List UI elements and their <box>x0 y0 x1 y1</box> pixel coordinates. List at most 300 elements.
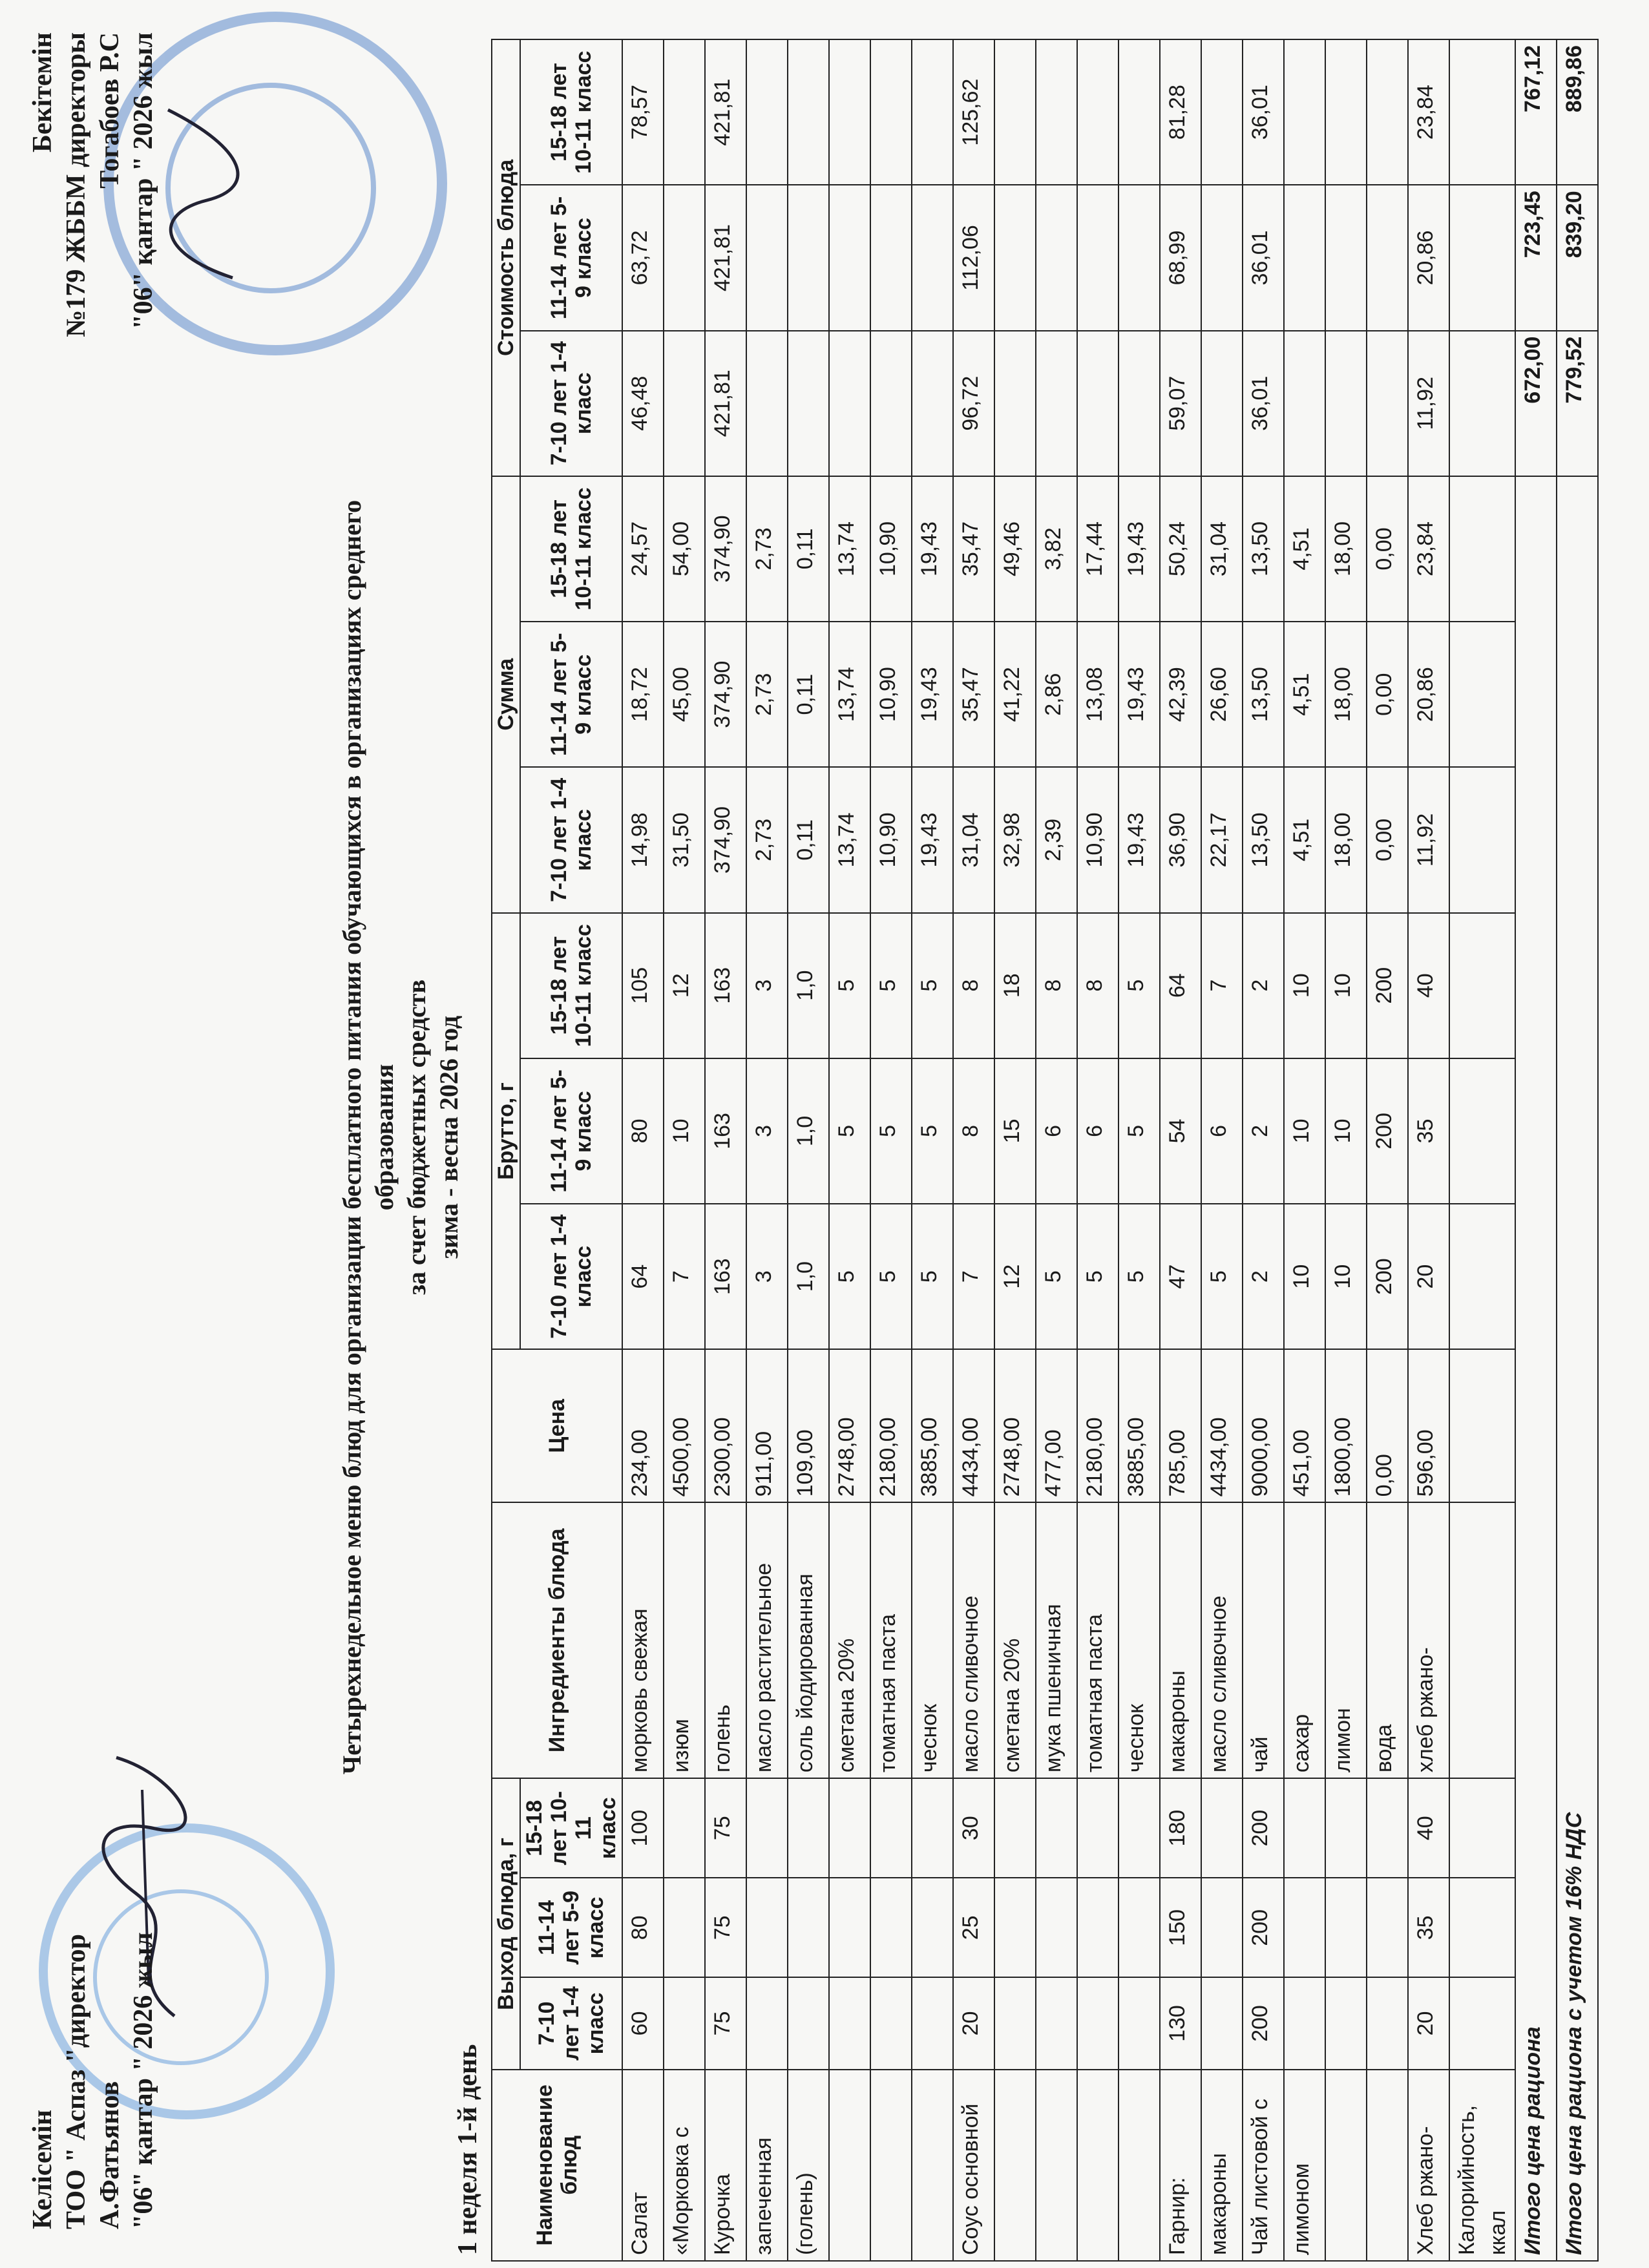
brutto-g1: 64 <box>622 1204 664 1349</box>
cost-g1 <box>1036 331 1077 476</box>
ingredient: макароны <box>1160 1502 1201 1778</box>
brutto-g3: 5 <box>870 913 912 1058</box>
sum-g1: 18,00 <box>1325 767 1367 912</box>
header-cost-g1: 7-10 лет 1-4 класс <box>520 331 622 476</box>
sum-g2: 20,86 <box>1408 622 1449 767</box>
output-g1: 20 <box>953 1977 994 2069</box>
menu-totals <box>1515 39 1598 2261</box>
brutto-g2: 5 <box>829 1058 870 1204</box>
sum-g3: 19,43 <box>1119 476 1160 622</box>
cost-g2: 112,06 <box>953 185 994 330</box>
sum-g3 <box>1449 476 1515 622</box>
brutto-g2: 6 <box>1036 1058 1077 1204</box>
sum-g2: 2,86 <box>1036 622 1077 767</box>
cost-g3: 81,28 <box>1160 39 1201 185</box>
output-g2 <box>912 1878 953 1977</box>
output-g2: 80 <box>622 1878 664 1977</box>
output-g1 <box>1077 1977 1119 2069</box>
output-g2 <box>1325 1878 1367 1977</box>
sum-g3: 374,90 <box>705 476 746 622</box>
cost-g1 <box>1077 331 1119 476</box>
header-brutto-g2: 11-14 лет 5-9 класс <box>520 1058 622 1204</box>
brutto-g2: 8 <box>953 1058 994 1204</box>
brutto-g1: 200 <box>1367 1204 1408 1349</box>
brutto-g1: 5 <box>829 1204 870 1349</box>
brutto-g3: 1,0 <box>788 913 829 1058</box>
table-row <box>664 39 705 2261</box>
brutto-g1: 5 <box>1201 1204 1243 1349</box>
sum-g1: 0,11 <box>788 767 829 912</box>
price: 4500,00 <box>664 1349 705 1502</box>
sum-g2: 19,43 <box>912 622 953 767</box>
header-sum: Сумма <box>492 476 520 913</box>
sum-g3: 13,74 <box>829 476 870 622</box>
table-row <box>746 39 788 2261</box>
output-g2 <box>1077 1878 1119 1977</box>
output-g3 <box>1201 1778 1243 1878</box>
output-g3 <box>912 1778 953 1878</box>
sum-g2: 18,00 <box>1325 622 1367 767</box>
output-g2 <box>1119 1878 1160 1977</box>
sum-g3: 4,51 <box>1284 476 1325 622</box>
header-brutto-g3: 15-18 лет 10-11 класс <box>520 913 622 1058</box>
total-row <box>1557 39 1598 2261</box>
sum-g1: 31,50 <box>664 767 705 912</box>
sum-g3: 13,50 <box>1243 476 1284 622</box>
ingredient: чеснок <box>912 1502 953 1778</box>
output-g2 <box>870 1878 912 1977</box>
price: 4434,00 <box>953 1349 994 1502</box>
output-g2: 75 <box>705 1878 746 1977</box>
brutto-g1: 5 <box>1036 1204 1077 1349</box>
output-g3 <box>829 1778 870 1878</box>
brutto-g3: 40 <box>1408 913 1449 1058</box>
cost-g1 <box>1449 331 1515 476</box>
ingredient: лимон <box>1325 1502 1367 1778</box>
brutto-g1: 7 <box>953 1204 994 1349</box>
ingredient: сахар <box>1284 1502 1325 1778</box>
brutto-g3: 7 <box>1201 913 1243 1058</box>
ingredient: масло растительное <box>746 1502 788 1778</box>
output-g1 <box>1325 1977 1367 2069</box>
table-row <box>1243 39 1284 2261</box>
header-dish: Наименование блюд <box>492 2070 622 2261</box>
dish-name <box>829 2070 870 2261</box>
cost-g2 <box>870 185 912 330</box>
price: 451,00 <box>1284 1349 1325 1502</box>
approval-left-line3: А.Фатьянов <box>95 2081 125 2229</box>
brutto-g2: 10 <box>1284 1058 1325 1204</box>
brutto-g2: 5 <box>870 1058 912 1204</box>
price: 2300,00 <box>705 1349 746 1502</box>
brutto-g1: 5 <box>1077 1204 1119 1349</box>
sum-g3: 49,46 <box>994 476 1036 622</box>
output-g1 <box>870 1977 912 2069</box>
brutto-g3: 3 <box>746 913 788 1058</box>
output-g1 <box>994 1977 1036 2069</box>
ingredient: томатная паста <box>1077 1502 1119 1778</box>
table-row <box>1160 39 1201 2261</box>
sum-g1: 11,92 <box>1408 767 1449 912</box>
cost-g1 <box>746 331 788 476</box>
cost-g2 <box>1036 185 1077 330</box>
table-row <box>912 39 953 2261</box>
header-sum-g1: 7-10 лет 1-4 класс <box>520 767 622 912</box>
sum-g3: 0,11 <box>788 476 829 622</box>
brutto-g1: 3 <box>746 1204 788 1349</box>
output-g1 <box>1449 1977 1515 2069</box>
dish-name <box>1325 2070 1367 2261</box>
sum-g1: 14,98 <box>622 767 664 912</box>
ingredient: чай <box>1243 1502 1284 1778</box>
sum-g3: 31,04 <box>1201 476 1243 622</box>
title-line2: за счет бюджетных средств <box>402 979 431 1296</box>
cost-g1: 46,48 <box>622 331 664 476</box>
sum-g2: 42,39 <box>1160 622 1201 767</box>
table-row <box>994 39 1036 2261</box>
brutto-g2: 10 <box>664 1058 705 1204</box>
total-cost-g3: 889,86 <box>1557 39 1598 185</box>
brutto-g3: 163 <box>705 913 746 1058</box>
sum-g3: 0,00 <box>1367 476 1408 622</box>
output-g2 <box>1367 1878 1408 1977</box>
header-cost-g3: 15-18 лет 10-11 класс <box>520 39 622 185</box>
price: 3885,00 <box>1119 1349 1160 1502</box>
cost-g2 <box>912 185 953 330</box>
table-row <box>1325 39 1367 2261</box>
brutto-g3: 105 <box>622 913 664 1058</box>
table-row <box>1449 39 1515 2261</box>
output-g1 <box>746 1977 788 2069</box>
price: 911,00 <box>746 1349 788 1502</box>
sum-g1: 2,73 <box>746 767 788 912</box>
brutto-g2: 1,0 <box>788 1058 829 1204</box>
output-g1: 200 <box>1243 1977 1284 2069</box>
sum-g2: 13,08 <box>1077 622 1119 767</box>
sum-g1: 36,90 <box>1160 767 1201 912</box>
sum-g1: 13,74 <box>829 767 870 912</box>
output-g3 <box>1119 1778 1160 1878</box>
brutto-g2: 5 <box>912 1058 953 1204</box>
header-sum-g2: 11-14 лет 5-9 класс <box>520 622 622 767</box>
cost-g2 <box>1077 185 1119 330</box>
price: 2748,00 <box>829 1349 870 1502</box>
output-g3: 30 <box>953 1778 994 1878</box>
cost-g1: 421,81 <box>705 331 746 476</box>
price <box>1449 1349 1515 1502</box>
cost-g1 <box>1284 331 1325 476</box>
table-row <box>788 39 829 2261</box>
sum-g3: 3,82 <box>1036 476 1077 622</box>
cost-g2: 36,01 <box>1243 185 1284 330</box>
ingredient: масло сливочное <box>953 1502 994 1778</box>
cost-g1 <box>994 331 1036 476</box>
output-g3 <box>994 1778 1036 1878</box>
output-g3 <box>1284 1778 1325 1878</box>
price: 785,00 <box>1160 1349 1201 1502</box>
sum-g1: 10,90 <box>1077 767 1119 912</box>
sum-g2: 374,90 <box>705 622 746 767</box>
brutto-g3: 2 <box>1243 913 1284 1058</box>
ingredient: голень <box>705 1502 746 1778</box>
dish-name: Хлеб ржано- <box>1408 2070 1449 2261</box>
brutto-g3: 200 <box>1367 913 1408 1058</box>
brutto-g3: 12 <box>664 913 705 1058</box>
sum-g1 <box>1449 767 1515 912</box>
dish-name: Соус основной <box>953 2070 994 2261</box>
cost-g3: 125,62 <box>953 39 994 185</box>
header-brutto: Брутто, г <box>492 913 520 1350</box>
brutto-g2: 35 <box>1408 1058 1449 1204</box>
output-g3 <box>1325 1778 1367 1878</box>
total-cost-g2: 723,45 <box>1515 185 1557 330</box>
cost-g3: 78,57 <box>622 39 664 185</box>
sum-g2: 35,47 <box>953 622 994 767</box>
cost-g1 <box>870 331 912 476</box>
output-g2 <box>994 1878 1036 1977</box>
header-brutto-g1: 7-10 лет 1-4 класс <box>520 1204 622 1349</box>
output-g1: 75 <box>705 1977 746 2069</box>
ingredient: хлеб ржано- <box>1408 1502 1449 1778</box>
sum-g2: 10,90 <box>870 622 912 767</box>
cost-g1: 36,01 <box>1243 331 1284 476</box>
brutto-g1: 5 <box>870 1204 912 1349</box>
cost-g3 <box>829 39 870 185</box>
output-g1: 20 <box>1408 1977 1449 2069</box>
price: 0,00 <box>1367 1349 1408 1502</box>
brutto-g3: 5 <box>1119 913 1160 1058</box>
cost-g2 <box>1449 185 1515 330</box>
output-g2 <box>788 1878 829 1977</box>
brutto-g1: 47 <box>1160 1204 1201 1349</box>
brutto-g2: 10 <box>1325 1058 1367 1204</box>
dish-name <box>1119 2070 1160 2261</box>
sum-g2: 19,43 <box>1119 622 1160 767</box>
total-cost-g3: 767,12 <box>1515 39 1557 185</box>
sum-g2: 13,74 <box>829 622 870 767</box>
table-row <box>1408 39 1449 2261</box>
total-cost-g2: 839,20 <box>1557 185 1598 330</box>
sum-g1: 22,17 <box>1201 767 1243 912</box>
price: 477,00 <box>1036 1349 1077 1502</box>
price: 2180,00 <box>870 1349 912 1502</box>
brutto-g1: 5 <box>1119 1204 1160 1349</box>
brutto-g2: 54 <box>1160 1058 1201 1204</box>
brutto-g3: 8 <box>1036 913 1077 1058</box>
brutto-g1: 7 <box>664 1204 705 1349</box>
dish-name: (голень) <box>788 2070 829 2261</box>
sum-g2: 2,73 <box>746 622 788 767</box>
ingredient: чеснок <box>1119 1502 1160 1778</box>
price: 109,00 <box>788 1349 829 1502</box>
ingredient: мука пшеничная <box>1036 1502 1077 1778</box>
output-g2: 200 <box>1243 1878 1284 1977</box>
cost-g2 <box>1284 185 1325 330</box>
sum-g3: 35,47 <box>953 476 994 622</box>
cost-g3 <box>1284 39 1325 185</box>
output-g1: 60 <box>622 1977 664 2069</box>
sum-g2: 45,00 <box>664 622 705 767</box>
cost-g3 <box>1367 39 1408 185</box>
output-g3: 40 <box>1408 1778 1449 1878</box>
cost-g1: 59,07 <box>1160 331 1201 476</box>
cost-g2 <box>1119 185 1160 330</box>
output-g1 <box>1119 1977 1160 2069</box>
dish-name: Чай листовой с <box>1243 2070 1284 2261</box>
sum-g3: 19,43 <box>912 476 953 622</box>
table-row <box>829 39 870 2261</box>
sum-g3: 10,90 <box>870 476 912 622</box>
output-g1 <box>1284 1977 1325 2069</box>
total-row <box>1515 39 1557 2261</box>
total-label: Итого цена рациона <box>1515 476 1557 2261</box>
sum-g1: 31,04 <box>953 767 994 912</box>
output-g1 <box>1367 1977 1408 2069</box>
dish-name <box>912 2070 953 2261</box>
header-output-g3: 15-18 лет 10-11 класс <box>520 1778 622 1878</box>
cost-g1 <box>664 331 705 476</box>
sum-g3: 54,00 <box>664 476 705 622</box>
dish-name <box>994 2070 1036 2261</box>
brutto-g2: 15 <box>994 1058 1036 1204</box>
total-label: Итого цена рациона с учетом 16% НДС <box>1557 476 1598 2261</box>
brutto-g2: 5 <box>1119 1058 1160 1204</box>
price: 2748,00 <box>994 1349 1036 1502</box>
cost-g3 <box>1449 39 1515 185</box>
cost-g2 <box>994 185 1036 330</box>
output-g2 <box>1201 1878 1243 1977</box>
brutto-g2: 3 <box>746 1058 788 1204</box>
output-g1 <box>1036 1977 1077 2069</box>
output-g3 <box>1449 1778 1515 1878</box>
dish-name: запеченная <box>746 2070 788 2261</box>
total-cost-g1: 672,00 <box>1515 331 1557 476</box>
cost-g3 <box>1119 39 1160 185</box>
output-g2 <box>664 1878 705 1977</box>
cost-g3 <box>912 39 953 185</box>
dish-name: лимоном <box>1284 2070 1325 2261</box>
ingredient: изюм <box>664 1502 705 1778</box>
sum-g2: 0,00 <box>1367 622 1408 767</box>
cost-g2 <box>1325 185 1367 330</box>
sum-g2: 0,11 <box>788 622 829 767</box>
table-row <box>1367 39 1408 2261</box>
brutto-g1: 1,0 <box>788 1204 829 1349</box>
dish-name: Салат <box>622 2070 664 2261</box>
cost-g3 <box>1077 39 1119 185</box>
table-row <box>1119 39 1160 2261</box>
price: 2180,00 <box>1077 1349 1119 1502</box>
dish-name: Калорийность, ккал <box>1449 2070 1515 2261</box>
cost-g3: 421,81 <box>705 39 746 185</box>
output-g2 <box>1284 1878 1325 1977</box>
header-output-g2: 11-14 лет 5-9 класс <box>520 1878 622 1977</box>
approval-left-line2: ТОО " Аспаз "директор <box>61 1933 91 2229</box>
approval-left-line4: "06" қантар " 2026 жыл <box>129 1932 158 2229</box>
cost-g1 <box>788 331 829 476</box>
sum-g1: 4,51 <box>1284 767 1325 912</box>
output-g3 <box>870 1778 912 1878</box>
output-g3: 75 <box>705 1778 746 1878</box>
cost-g1: 11,92 <box>1408 331 1449 476</box>
cost-g1 <box>912 331 953 476</box>
total-cost-g1: 779,52 <box>1557 331 1598 476</box>
menu-rows <box>622 39 1515 2261</box>
output-g2: 35 <box>1408 1878 1449 1977</box>
sum-g3: 18,00 <box>1325 476 1367 622</box>
cost-g2: 20,86 <box>1408 185 1449 330</box>
output-g2 <box>829 1878 870 1977</box>
week-day-label: 1 неделя 1-й день <box>453 2044 483 2255</box>
sum-g3: 2,73 <box>746 476 788 622</box>
header-cost-g2: 11-14 лет 5-9 класс <box>520 185 622 330</box>
cost-g2 <box>788 185 829 330</box>
ingredient: томатная паста <box>870 1502 912 1778</box>
dish-name <box>1367 2070 1408 2261</box>
price: 596,00 <box>1408 1349 1449 1502</box>
brutto-g1: 10 <box>1284 1204 1325 1349</box>
header-cost: Стоимость блюда <box>492 39 520 476</box>
title-line3: зима - весна 2026 год <box>434 1015 463 1259</box>
output-g3 <box>664 1778 705 1878</box>
brutto-g3: 8 <box>1077 913 1119 1058</box>
dish-name <box>870 2070 912 2261</box>
brutto-g2: 6 <box>1077 1058 1119 1204</box>
table-row <box>1201 39 1243 2261</box>
output-g1 <box>829 1977 870 2069</box>
output-g2: 150 <box>1160 1878 1201 1977</box>
cost-g3 <box>1036 39 1077 185</box>
cost-g3 <box>1201 39 1243 185</box>
output-g3: 180 <box>1160 1778 1201 1878</box>
menu-table <box>491 39 1599 2262</box>
cost-g3 <box>746 39 788 185</box>
cost-g2 <box>1201 185 1243 330</box>
output-g3 <box>1077 1778 1119 1878</box>
dish-name <box>1036 2070 1077 2261</box>
cost-g2 <box>1367 185 1408 330</box>
header-output-g1: 7-10 лет 1-4 класс <box>520 1977 622 2069</box>
cost-g1 <box>829 331 870 476</box>
output-g3 <box>1036 1778 1077 1878</box>
ingredient: вода <box>1367 1502 1408 1778</box>
ingredient: сметана 20% <box>829 1502 870 1778</box>
brutto-g3 <box>1449 913 1515 1058</box>
output-g2 <box>746 1878 788 1977</box>
output-g1 <box>664 1977 705 2069</box>
output-g3 <box>788 1778 829 1878</box>
output-g2 <box>1036 1878 1077 1977</box>
brutto-g3: 8 <box>953 913 994 1058</box>
dish-name: Курочка <box>705 2070 746 2261</box>
sum-g1: 2,39 <box>1036 767 1077 912</box>
output-g2 <box>1449 1878 1515 1977</box>
dish-name: Гарнир: <box>1160 2070 1201 2261</box>
brutto-g3: 5 <box>829 913 870 1058</box>
table-row <box>953 39 994 2261</box>
output-g1 <box>912 1977 953 2069</box>
header-output: Выход блюда, г <box>492 1778 520 2070</box>
ingredient: соль йодированная <box>788 1502 829 1778</box>
output-g1: 130 <box>1160 1977 1201 2069</box>
sum-g3: 17,44 <box>1077 476 1119 622</box>
table-row <box>1036 39 1077 2261</box>
brutto-g3: 10 <box>1284 913 1325 1058</box>
brutto-g2: 80 <box>622 1058 664 1204</box>
sum-g3: 50,24 <box>1160 476 1201 622</box>
table-row <box>870 39 912 2261</box>
price: 3885,00 <box>912 1349 953 1502</box>
